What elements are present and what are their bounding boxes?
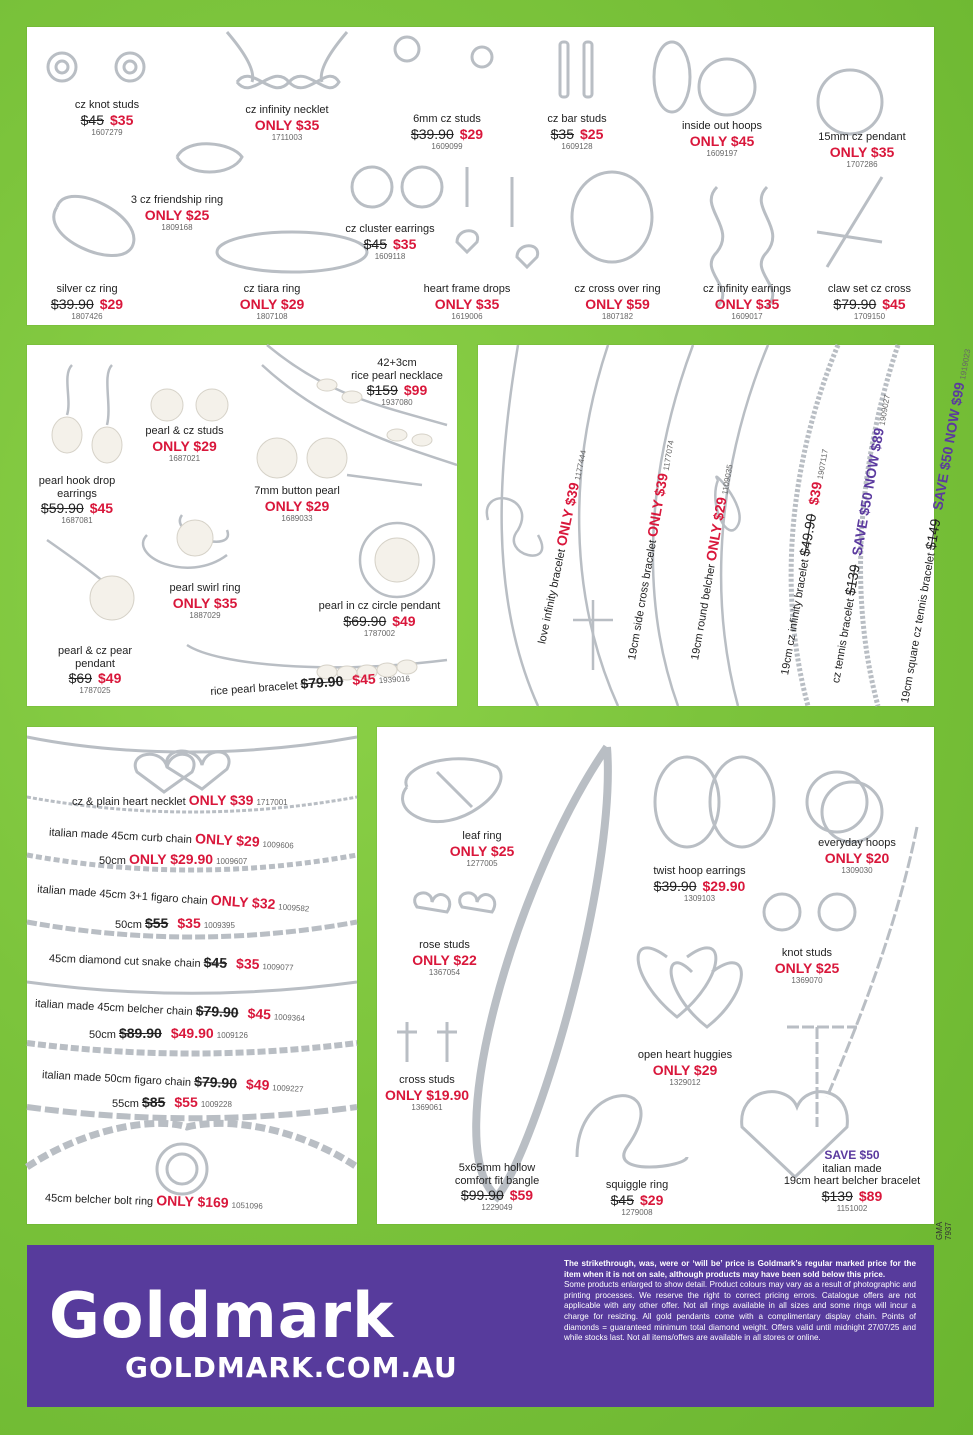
- product-code: 1717001: [256, 798, 288, 807]
- only-price: ONLY $25: [774, 959, 840, 976]
- product-name: inside out hoops: [681, 120, 763, 132]
- product-code: 1609128: [561, 141, 593, 151]
- product-code: 1051096: [231, 1200, 263, 1211]
- product-name-line3: 19cm heart belcher bracelet: [783, 1175, 921, 1188]
- product-name: pearl & cz pear: [58, 645, 132, 657]
- jewellery-images: [27, 27, 934, 325]
- was-price: $59.90: [40, 500, 84, 517]
- was-price: $69.90: [343, 612, 387, 629]
- save-price: SAVE $50 NOW $99: [929, 380, 968, 512]
- was-price: $79.90: [299, 672, 344, 692]
- terms-text: [564, 1259, 916, 1344]
- panel-silver-jewellery: [377, 727, 934, 1224]
- only-price: ONLY $35: [829, 143, 895, 160]
- product-code: 1109035: [720, 463, 735, 496]
- only-price: ONLY $29: [239, 295, 305, 312]
- product-name-line2: earrings: [57, 487, 97, 500]
- product-name: cz tennis bracelet: [830, 597, 857, 684]
- product-name-line2: rice pearl necklace: [351, 369, 443, 382]
- product-code: 1709150: [853, 311, 886, 321]
- product-cz-tiara-ring[interactable]: [212, 283, 332, 321]
- catalogue-code: GMA 7937: [935, 1222, 953, 1240]
- product-name-line2: italian made: [822, 1162, 882, 1175]
- was-price: $39.90: [410, 125, 454, 142]
- row-text: italian made 50cm figaro chain: [41, 1069, 192, 1089]
- product-code: 1309103: [683, 893, 716, 903]
- now-price: $99: [403, 382, 428, 399]
- product-pearl-in-cz-circle-pendant[interactable]: [307, 600, 452, 638]
- product-name: cz tiara ring: [243, 283, 301, 295]
- product-code: 1009606: [262, 839, 294, 851]
- product-name: twist hoop earrings: [653, 865, 746, 877]
- only-price: ONLY $29: [194, 830, 261, 850]
- product-code: 1279008: [621, 1207, 653, 1217]
- product-code: 1229049: [481, 1203, 513, 1213]
- product-15mm-cz-pendant[interactable]: [802, 131, 922, 169]
- product-name: rose studs: [419, 939, 470, 951]
- product-name: heart frame drops: [423, 283, 511, 295]
- product-name: rice pearl bracelet: [209, 679, 299, 698]
- was-price: $45: [610, 1191, 634, 1208]
- product-name: open heart huggies: [637, 1049, 733, 1061]
- product-cz-bar-studs[interactable]: [532, 113, 622, 151]
- chain-row-curb-50[interactable]: [99, 851, 247, 867]
- product-pearl-cz-pear-pendant[interactable]: [45, 645, 145, 696]
- product-name: 19cm square cz tennis bracelet: [899, 551, 938, 704]
- was-price: $45: [203, 954, 228, 971]
- now-price: $49: [98, 670, 122, 687]
- product-cz-infinity-earrings[interactable]: [687, 283, 807, 321]
- save-price: SAVE $50 NOW $89: [848, 426, 887, 558]
- only-price: ONLY $25: [449, 842, 515, 859]
- product-name: 7mm button pearl: [254, 485, 340, 497]
- only-price: ONLY $35: [172, 594, 238, 611]
- only-price: ONLY $169: [156, 1192, 229, 1211]
- was-price: $49.90: [796, 512, 820, 558]
- footer-banner: [27, 1245, 934, 1407]
- product-code: 1009607: [216, 857, 248, 866]
- was-price: $99.90: [460, 1187, 504, 1204]
- product-name: claw set cz cross: [827, 283, 912, 295]
- row-text: 45cm diamond cut snake chain: [48, 952, 201, 971]
- product-name: cz cluster earrings: [345, 223, 435, 235]
- row-text: 50cm: [89, 1029, 116, 1041]
- product-name: 15mm cz pendant: [818, 131, 906, 143]
- panel-cz-jewellery: [27, 27, 934, 325]
- now-price: $29: [459, 125, 484, 142]
- product-name: pearl hook drop: [38, 475, 116, 487]
- product-6mm-cz-studs[interactable]: [387, 113, 507, 151]
- product-pearl-cz-studs[interactable]: [127, 425, 242, 463]
- product-name: squiggle ring: [605, 1179, 669, 1191]
- only-price: ONLY $39: [553, 480, 583, 548]
- product-code: 1807108: [256, 311, 288, 321]
- now-price: $59: [509, 1187, 534, 1204]
- product-silver-cz-ring[interactable]: [27, 283, 147, 321]
- product-code: 1609118: [374, 251, 406, 261]
- product-code: 1707286: [846, 159, 878, 169]
- now-price: $35: [235, 955, 260, 973]
- was-price: $39.90: [653, 877, 697, 894]
- product-code: 1909027: [877, 393, 892, 427]
- product-code: 1177074: [661, 439, 676, 472]
- product-squiggle-ring[interactable]: [582, 1179, 692, 1217]
- product-open-heart-huggies[interactable]: [625, 1049, 745, 1087]
- product-code: 1687021: [168, 453, 201, 463]
- product-name: 3 cz friendship ring: [130, 194, 224, 206]
- now-price: $35: [110, 111, 134, 128]
- only-price: ONLY $35: [254, 116, 320, 133]
- only-price: ONLY $29.90: [128, 851, 214, 867]
- now-price: $45: [247, 1005, 272, 1023]
- product-heart-belcher-bracelet[interactable]: [772, 1149, 932, 1213]
- product-knot-studs[interactable]: [757, 947, 857, 985]
- product-name: cz cross over ring: [574, 283, 661, 295]
- chain-row-belcher-50[interactable]: [89, 1025, 248, 1041]
- product-pearl-swirl-ring[interactable]: [145, 582, 265, 620]
- product-7mm-button-pearl[interactable]: [237, 485, 357, 523]
- product-name: 42+3cm: [377, 357, 417, 369]
- product-name: cz infinity necklet: [245, 104, 329, 116]
- now-price: $49: [245, 1075, 270, 1094]
- only-price: ONLY $59: [585, 295, 650, 312]
- product-name: knot studs: [781, 947, 833, 959]
- product-claw-set-cz-cross[interactable]: [812, 283, 927, 321]
- product-cz-knot-studs[interactable]: [47, 99, 167, 137]
- product-pearl-hook-drop-earrings[interactable]: [27, 475, 127, 526]
- only-price: ONLY $35: [434, 295, 500, 312]
- product-code: 1787002: [363, 628, 396, 638]
- was-price: $79.90: [195, 1002, 239, 1021]
- only-price: ONLY $32: [210, 891, 276, 913]
- row-text: 50cm: [99, 855, 126, 867]
- only-price: ONLY $29: [702, 495, 730, 563]
- product-leaf-ring[interactable]: [437, 830, 527, 868]
- product-3-cz-friendship-ring[interactable]: [112, 194, 242, 232]
- only-price: ONLY $29: [152, 437, 217, 454]
- product-code: 1009582: [277, 902, 310, 914]
- product-comfort-fit-bangle[interactable]: [442, 1162, 552, 1213]
- product-code: 1329012: [669, 1077, 701, 1087]
- chain-row-heart-necklet[interactable]: [72, 792, 288, 808]
- was-price: $45: [363, 235, 387, 252]
- product-name: love infinity bracelet: [536, 548, 569, 645]
- product-name: cz knot studs: [74, 99, 140, 111]
- product-cz-infinity-necklet[interactable]: [227, 104, 347, 142]
- product-code: 1151002: [836, 1204, 868, 1214]
- was-price: $45: [80, 111, 104, 128]
- terms-bold: The strikethrough, was, were or ‘will be’ price is Goldmark’s regular marked price for the item when it is not on sale, although products may have been sold below this price.: [564, 1259, 916, 1279]
- only-price: ONLY $35: [714, 295, 780, 312]
- was-price: $39.90: [50, 295, 94, 312]
- only-price: ONLY $22: [412, 951, 477, 968]
- product-code: 1369070: [791, 975, 823, 985]
- row-text: italian made 45cm 3+1 figaro chain: [36, 883, 209, 908]
- save-badge: SAVE $50: [824, 1148, 880, 1162]
- now-price: $29: [99, 295, 124, 312]
- product-code: 1907117: [815, 448, 830, 481]
- product-twist-hoop-earrings[interactable]: [632, 865, 767, 903]
- product-code: 1619006: [451, 311, 483, 321]
- product-code: 1009126: [216, 1031, 248, 1040]
- product-everyday-hoops[interactable]: [802, 837, 912, 875]
- product-name-line2: comfort fit bangle: [454, 1174, 540, 1187]
- now-price: $49: [392, 612, 416, 629]
- product-rice-pearl-necklace[interactable]: [337, 357, 457, 408]
- only-price: ONLY $20: [824, 849, 890, 866]
- product-code: 1887029: [189, 610, 221, 620]
- product-code: 1711003: [271, 132, 303, 142]
- chain-row-figaro-55[interactable]: [112, 1094, 232, 1110]
- product-name: cz infinity earrings: [702, 283, 792, 295]
- product-cross-studs[interactable]: [377, 1074, 477, 1112]
- row-text: 45cm belcher bolt ring: [44, 1192, 154, 1208]
- now-price: $29: [640, 1191, 664, 1208]
- only-price: ONLY $39: [188, 792, 254, 808]
- product-name: silver cz ring: [56, 283, 118, 295]
- now-price: $45: [882, 295, 906, 312]
- product-code: 1609099: [431, 141, 463, 151]
- was-price: $35: [550, 125, 574, 142]
- panel-pearl-jewellery: [27, 345, 457, 706]
- was-price: $79.90: [833, 295, 877, 312]
- product-code: 1367054: [428, 967, 461, 977]
- product-name: cross studs: [399, 1074, 455, 1086]
- product-name: pearl in cz circle pendant: [318, 600, 441, 612]
- only-price: ONLY $45: [689, 132, 755, 149]
- product-name: leaf ring: [462, 830, 502, 842]
- product-code: 1687081: [61, 516, 93, 526]
- product-code: 1609017: [731, 311, 763, 321]
- was-price: $55: [144, 915, 169, 931]
- product-code: 1369061: [411, 1102, 443, 1112]
- terms-body: Some products enlarged to show detail. Product colours may vary as a result of photographic and printing processes. We reserve the right to correct pricing errors. Catalogue offers are not applicable with any other offer. Not all rings available in all sizes and some rings will incur a charge for resizing. All gold pendants come with a complimentary display chain. Points of diamonds = guaranteed minimum total diamond weight. Offers valid until midnight 27/07/25 and while stocks last. Not all items/offers are available in all stores or online.: [564, 1280, 916, 1343]
- product-code: 1939016: [378, 674, 411, 686]
- product-code: 1919023: [958, 348, 973, 381]
- now-price: $35: [177, 915, 201, 931]
- product-name: pearl & cz studs: [145, 425, 224, 437]
- was-price: $79.90: [193, 1073, 238, 1092]
- now-price: $55: [174, 1094, 198, 1110]
- product-name: 19cm cz infinity bracelet: [779, 558, 812, 676]
- product-code: 1807426: [71, 311, 103, 321]
- product-code: 1787025: [79, 686, 111, 696]
- panel-bracelets: [478, 345, 973, 706]
- was-price: $85: [141, 1094, 166, 1110]
- now-price: $35: [393, 235, 417, 252]
- now-price: $25: [580, 125, 604, 142]
- panel-chains: [27, 727, 357, 1224]
- row-text: cz & plain heart necklet: [72, 796, 186, 808]
- product-name: 6mm cz studs: [413, 113, 481, 125]
- goldmark-logo[interactable]: Goldmark: [49, 1279, 395, 1352]
- chain-row-figaro-50[interactable]: [115, 915, 235, 931]
- product-name: everyday hoops: [818, 837, 896, 849]
- product-cz-cross-over-ring[interactable]: [555, 283, 680, 321]
- was-price: $89.90: [118, 1025, 162, 1041]
- product-code: 1177444: [573, 449, 589, 482]
- row-text: italian made 45cm belcher chain: [34, 997, 193, 1019]
- product-cz-cluster-earrings[interactable]: [330, 223, 450, 261]
- product-code: 1009228: [200, 1100, 232, 1109]
- was-price: $149: [922, 517, 944, 552]
- row-text: italian made 45cm curb chain: [48, 826, 193, 847]
- product-code: 1009227: [272, 1083, 304, 1094]
- now-price: $29.90: [702, 877, 746, 894]
- only-price: ONLY $25: [144, 206, 210, 223]
- product-name-line2: pendant: [75, 657, 115, 670]
- product-code: 1809168: [161, 222, 193, 232]
- product-code: 1009395: [203, 921, 235, 930]
- product-rose-studs[interactable]: [397, 939, 492, 977]
- row-text: 50cm: [115, 919, 142, 931]
- product-name: 19cm round belcher: [689, 563, 718, 661]
- product-code: 1609197: [706, 148, 738, 158]
- now-price: $39: [805, 480, 825, 507]
- was-price: $139: [821, 1188, 853, 1205]
- website-link[interactable]: GOLDMARK.COM.AU: [125, 1351, 458, 1384]
- only-price: ONLY $29: [652, 1061, 718, 1078]
- product-code: 1309030: [841, 865, 873, 875]
- product-code: 1689033: [281, 513, 313, 523]
- now-price: $89: [858, 1188, 883, 1205]
- product-code: 1807182: [601, 311, 634, 321]
- product-name: 5x65mm hollow: [458, 1162, 536, 1174]
- product-code: 1607279: [91, 127, 123, 137]
- now-price: $45: [89, 500, 114, 517]
- was-price: $159: [366, 382, 398, 399]
- product-code: 1937080: [381, 398, 413, 408]
- only-price: ONLY $29: [264, 497, 330, 514]
- product-name: 19cm side cross bracelet: [626, 539, 660, 661]
- only-price: ONLY $19.90: [384, 1086, 470, 1103]
- product-code: 1009364: [273, 1012, 306, 1024]
- only-price: ONLY $39: [643, 471, 671, 539]
- product-name: pearl swirl ring: [169, 582, 241, 594]
- product-inside-out-hoops[interactable]: [662, 120, 782, 158]
- product-code: 1277005: [466, 858, 498, 868]
- now-price: $49.90: [170, 1025, 214, 1041]
- product-heart-frame-drops[interactable]: [407, 283, 527, 321]
- was-price: $139: [841, 563, 863, 597]
- now-price: $45: [351, 670, 377, 689]
- row-text: 55cm: [112, 1098, 139, 1110]
- was-price: $69: [68, 670, 92, 687]
- product-name: cz bar studs: [547, 113, 607, 125]
- product-code: 1009077: [262, 962, 294, 973]
